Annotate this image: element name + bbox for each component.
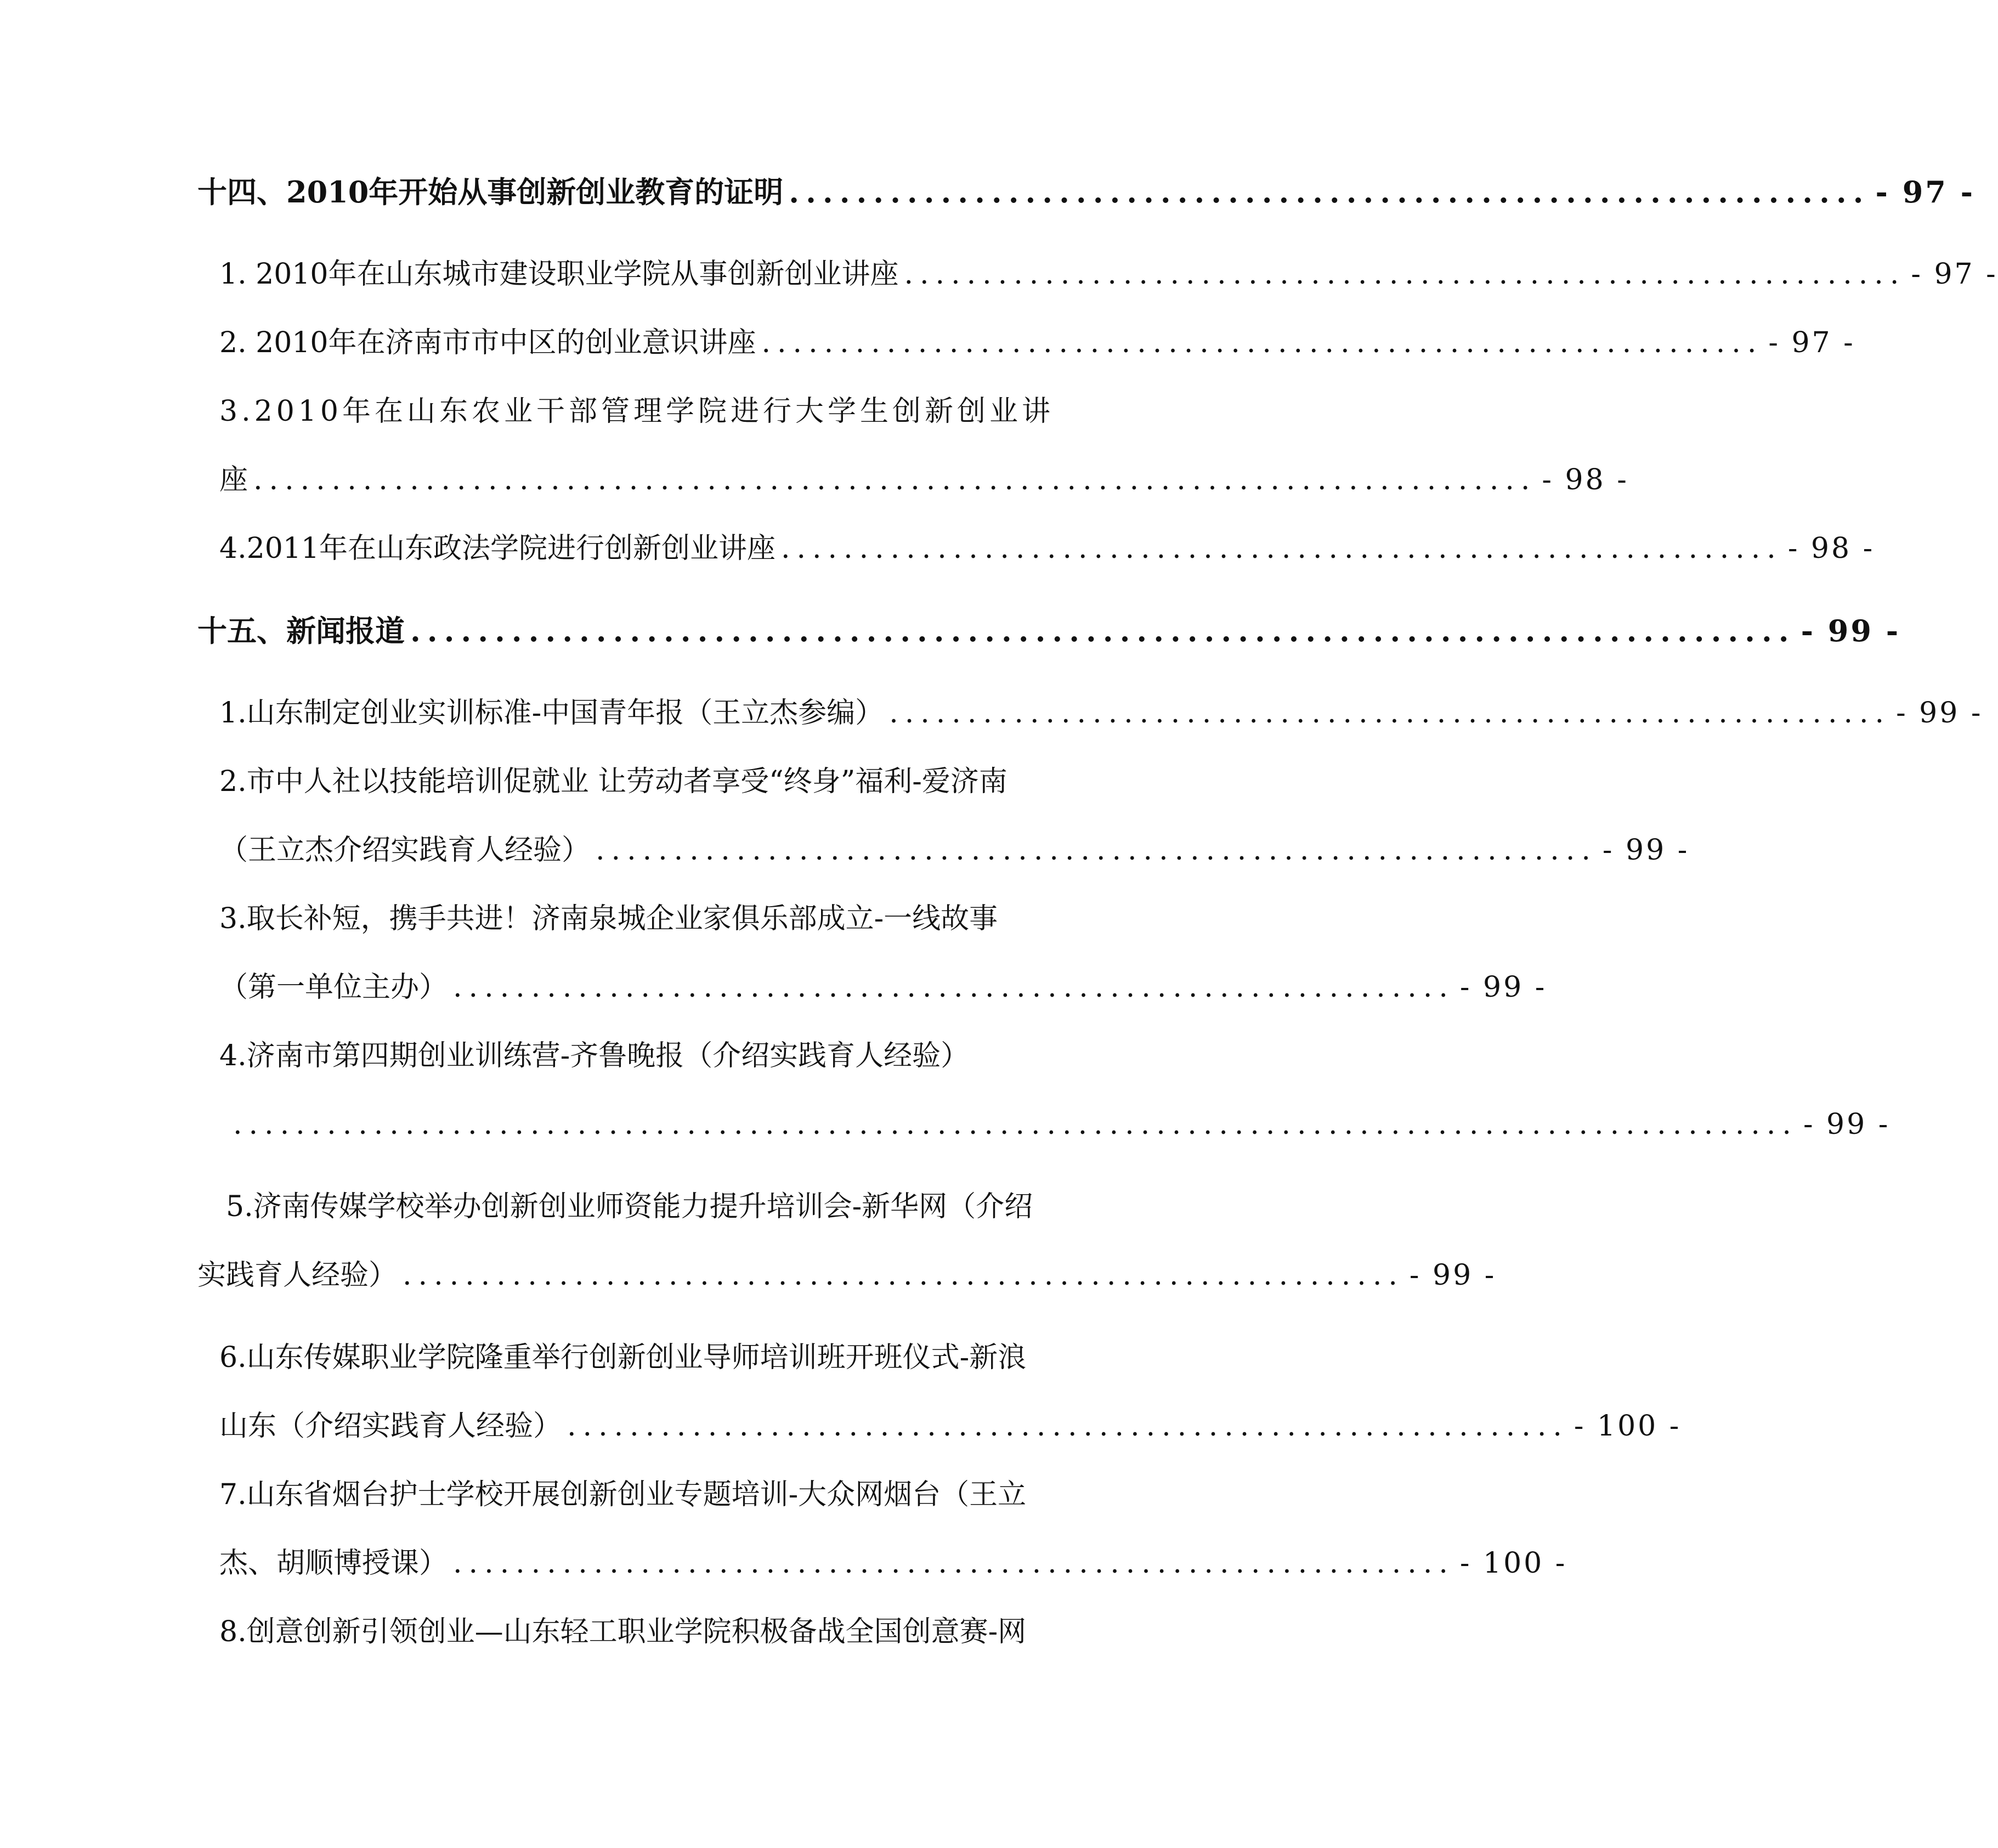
toc-page-number: - 99 -	[1801, 613, 1901, 648]
toc-entry[interactable]	[219, 897, 1093, 941]
dot-leader: ................................................................	[567, 1410, 1569, 1443]
dot-leader: ..................................................................................	[253, 464, 1537, 496]
toc-heading-14[interactable]	[197, 170, 1976, 214]
toc-entry-text: 座	[219, 464, 248, 496]
dot-leader: ..................................................................................	[410, 613, 1796, 648]
toc-entry-text: 7.山东省烟台护士学校开展创新创业专题培训-大众网烟台（王立	[219, 1478, 1027, 1511]
dot-leader: ................................................................	[453, 971, 1454, 1004]
dot-leader: ................................................................	[761, 326, 1763, 359]
toc-page-number: - 97 -	[1875, 174, 1976, 210]
toc-entry[interactable]	[219, 691, 1983, 735]
toc-entry-continuation[interactable]	[219, 965, 1547, 1009]
dot-leader: ................................................................	[453, 1547, 1454, 1580]
toc-page-number: - 99 -	[1896, 697, 1983, 730]
dot-leader: ................................................................	[789, 174, 1870, 210]
toc-entry-continuation[interactable]	[197, 1253, 1497, 1297]
toc-entry-text: 实践育人经验）	[197, 1259, 398, 1292]
toc-heading-15[interactable]	[197, 609, 1901, 653]
toc-entry-text: （王立杰介绍实践育人经验）	[219, 834, 591, 867]
toc-page-number: - 100 -	[1574, 1410, 1682, 1443]
toc-entry-text: （第一单位主办）	[219, 971, 448, 1004]
toc-entry-continuation[interactable]	[219, 458, 1629, 502]
toc-entry-continuation[interactable]	[219, 1404, 1682, 1448]
toc-page-number: - 99 -	[1409, 1259, 1497, 1292]
toc-entry-text: 3.取长补短，携手共进！济南泉城企业家俱乐部成立-一线故事	[219, 902, 998, 935]
toc-entry[interactable]	[219, 321, 1855, 365]
toc-entry-continuation[interactable]	[219, 828, 1690, 872]
dot-leader: ................................................................	[904, 258, 1906, 291]
toc-page-number: - 100 -	[1459, 1547, 1567, 1580]
toc-entry-text: 十五、新闻报道	[197, 613, 405, 648]
toc-entry-text: 杰、胡顺博授课）	[219, 1547, 448, 1580]
toc-entry-text: 5.济南传媒学校举办创新创业师资能力提升培训会-新华网（介绍	[226, 1190, 1033, 1223]
toc-entry[interactable]	[219, 1034, 1093, 1078]
toc-entry[interactable]	[219, 1336, 1093, 1380]
toc-entry[interactable]	[219, 1610, 1093, 1654]
dot-leader: ................................................................	[889, 697, 1891, 730]
toc-entry-continuation[interactable]	[233, 1103, 1891, 1146]
toc-page-number: - 98 -	[1787, 532, 1875, 565]
toc-entry-text: 1. 2010年在山东城市建设职业学院从事创新创业讲座	[219, 258, 899, 291]
toc-entry-text: 6.山东传媒职业学院隆重举行创新创业导师培训班开班仪式-新浪	[219, 1341, 1027, 1374]
toc-entry-text: 3.2010年在山东农业干部管理学院进行大学生创新创业讲	[219, 395, 1054, 428]
toc-entry[interactable]	[219, 389, 1093, 433]
dot-leader: ................................................................	[403, 1259, 1404, 1292]
toc-entry-text: 4.2011年在山东政法学院进行创新创业讲座	[219, 532, 776, 565]
toc-entry-text: 1.山东制定创业实训标准-中国青年报（王立杰参编）	[219, 697, 884, 730]
toc-entry-text: 4.济南市第四期创业训练营-齐鲁晚报（介绍实践育人经验）	[219, 1039, 970, 1072]
toc-page-number: - 97 -	[1911, 258, 1998, 291]
toc-page-number: - 99 -	[1602, 834, 1690, 867]
toc-entry[interactable]	[219, 252, 1998, 296]
toc-entry[interactable]	[219, 760, 1093, 804]
dot-leader: ................................................................	[780, 532, 1782, 565]
toc-page-number: - 99 -	[1803, 1108, 1891, 1141]
toc-entry-text: 2.市中人社以技能培训促就业 让劳动者享受“终身”福利-爱济南	[219, 765, 1008, 798]
toc-entry-continuation[interactable]	[219, 1541, 1567, 1585]
toc-entry-text: 2. 2010年在济南市市中区的创业意识讲座	[219, 326, 756, 359]
toc-page-number: - 99 -	[1459, 971, 1547, 1004]
dot-leader: ................................................................	[596, 834, 1597, 867]
dot-leader: ....................................................................................................	[233, 1108, 1798, 1141]
toc-entry[interactable]	[219, 527, 1875, 570]
toc-page-number: - 97 -	[1768, 326, 1855, 359]
toc-entry-text: 十四、2010年开始从事创新创业教育的证明	[197, 174, 784, 210]
toc-entry-text: 山东（介绍实践育人经验）	[219, 1410, 562, 1443]
toc-entry[interactable]	[226, 1185, 1093, 1229]
toc-entry-text: 8.创意创新引领创业—山东轻工职业学院积极备战全国创意赛-网	[219, 1615, 1027, 1648]
toc-page-number: - 98 -	[1542, 464, 1629, 496]
toc-entry[interactable]	[219, 1473, 1093, 1517]
